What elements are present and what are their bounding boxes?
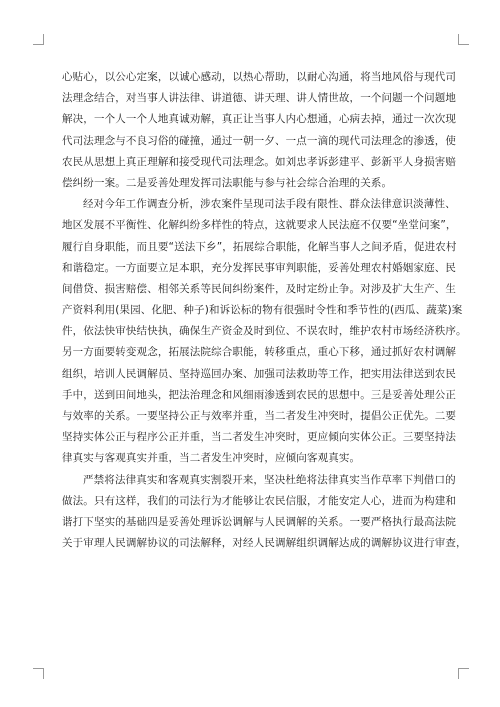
text-line: 产资料利用(果园、化肥、种子)和诉讼标的物有很强时令性和季节性的(西瓜、蔬菜)案 — [62, 304, 463, 317]
text-line: 代司法理念与不良习俗的碰撞，通过一朝一夕、一点一滴的现代司法理念的渗透，使 — [62, 134, 457, 147]
text-line: 关于审理人民调解协议的司法解释，对经人民调解组织调解达成的调解协议进行审查， — [62, 537, 467, 550]
crop-mark-bottom-right — [458, 668, 469, 679]
paragraph-first-line: 经对今年工作调查分析，涉农案件呈现司法手段有限性、群众法律意识淡薄性、 — [83, 198, 456, 211]
text-line: 做法。只有这样，我们的司法行为才能够让农民信服，才能安定人心，进而为构建和 — [62, 494, 457, 507]
text-line: 间借贷、损害赔偿、相邻关系等民间纠纷案件，及时定纷止争。对涉及扩大生产、生 — [62, 282, 457, 295]
text-line: 和谐稳定。一方面要立足本职，充分发挥民事审判职能，妥善处理农村婚姻家庭、民 — [62, 261, 457, 274]
text-line: 心贴心，以公心定案，以诚心感动，以热心帮助，以耐心沟通，将当地风俗与现代司 — [62, 71, 457, 83]
text-line: 律真实与客观真实并重，当二者发生冲突时，应倾向客观真实。 — [62, 452, 361, 465]
text-line: 另一方面要转变观念，拓展法院综合职能，转移重点，重心下移，通过抓好农村调解 — [62, 346, 457, 359]
text-line: 组织，培训人民调解员、坚持巡回办案、加强司法救助等工作，把实用法律送到农民 — [62, 367, 457, 380]
text-line: 坚持实体公正与程序公正并重，当二者发生冲突时，更应倾向实体公正。三要坚持法 — [62, 431, 457, 444]
text-line: 谐打下坚实的基础四是妥善处理诉讼调解与人民调解的关系。一要严格执行最高法院 — [62, 515, 457, 528]
text-line: 件，依法快审快结快执，确保生产资金及时到位、不误农时，维护农村市场经济秩序。 — [62, 325, 467, 338]
text-line: 履行自身职能，而且要“送法下乡”，拓展综合职能，化解当事人之间矛盾，促进农村 — [62, 240, 457, 253]
crop-mark-top-left — [33, 34, 44, 45]
body-text — [62, 67, 467, 554]
crop-mark-bottom-left — [33, 668, 44, 679]
text-line: 手中，送到田间地头，把法治理念和风细雨渗透到农民的思想中。三是妥善处理公正 — [62, 388, 457, 401]
text-line: 与效率的关系。一要坚持公正与效率并重，当二者发生冲突时，提倡公正优先。二要 — [62, 410, 457, 422]
text-line: 地区发展不平衡性、化解纠纷多样性的特点，这就要求人民法庭不仅要“坐堂问案”， — [62, 219, 457, 232]
text-line: 法理念结合，对当事人讲法律、讲道德、讲天理、讲人情世故，一个问题一个问题地 — [62, 92, 457, 105]
text-line: 农民从思想上真正理解和接受现代司法理念。如刘忠孝诉彭建平、彭新平人身损害赔 — [62, 155, 457, 168]
crop-mark-top-right — [458, 34, 469, 45]
text-line: 偿纠纷一案。二是妥善处理发挥司法职能与参与社会综合治理的关系。 — [62, 176, 393, 189]
text-line: 解决，一个人一个人地真诚劝解，真正让当事人内心想通，心病去掉，通过一次次现 — [62, 113, 457, 126]
paragraph-first-line: 严禁将法律真实和客观真实割裂开来，坚决杜绝将法律真实当作草率下判借口的 — [83, 473, 456, 486]
